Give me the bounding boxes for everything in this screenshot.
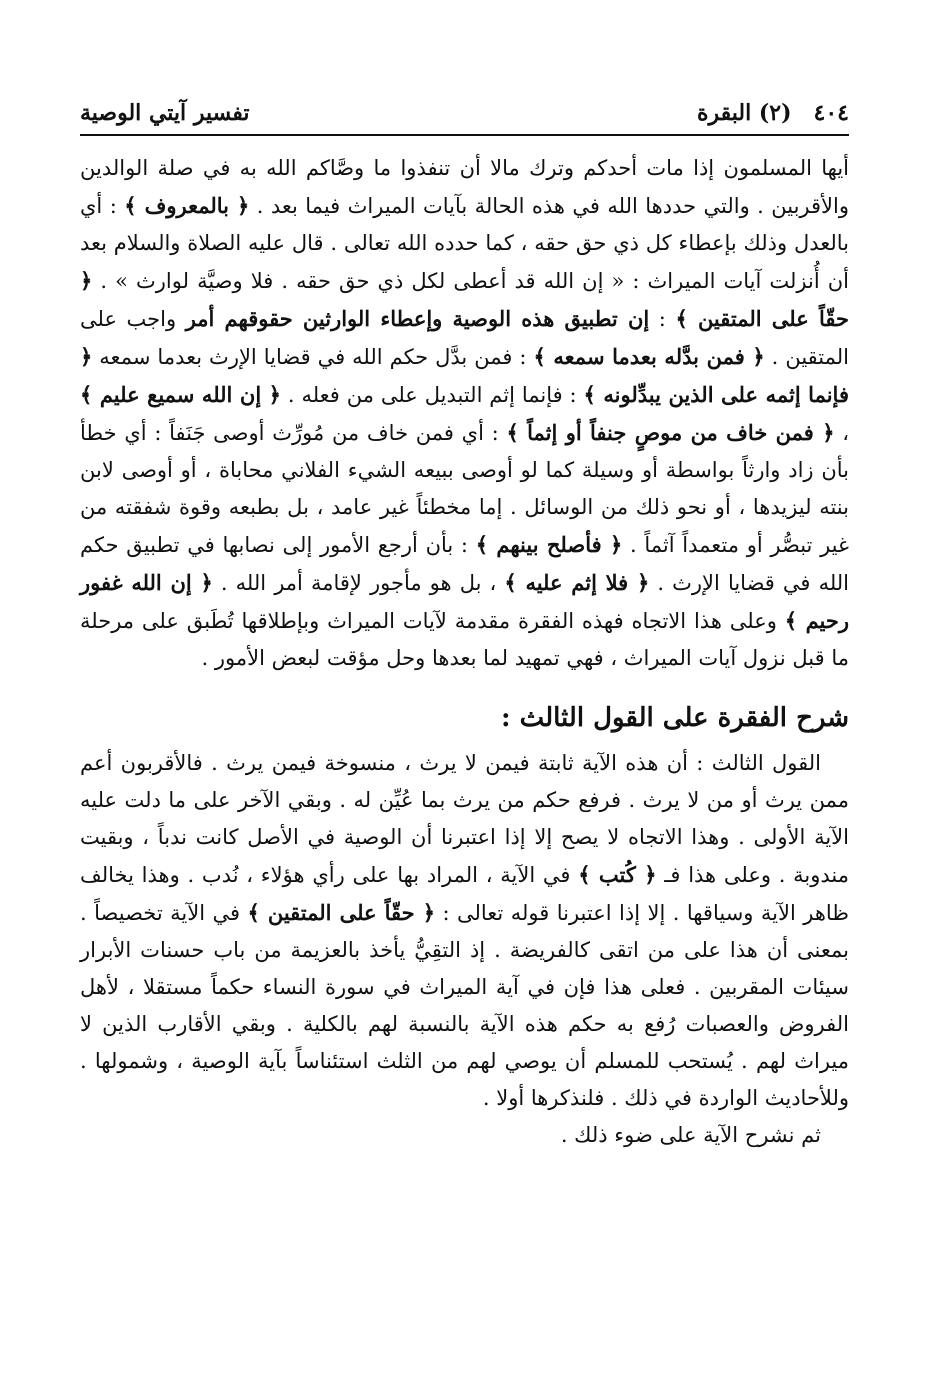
text-run: : أي بالعدل وذلك بإعطاء كل ذي حق حقه ، كما حدده الله تعالى . قال عليه الصلاة والسلام بعد أن أُنزلت آيات الميراث : « إن الله قد أعطى لكل ذي حق حقه . فلا وصيَّة لوارث » .	[80, 194, 849, 293]
text-run: : أي فمن خاف من مُورِّث أوصى جَنَفاً : أي خطأ بأن زاد وارثاً بواسطة أو وسيلة كما لو أوصى ببيعه الشيء الفلاني محاباة ، أو أوصى لابن بنته ليزيدها ، أو نحو ذلك من الوسائل . إما مخطئاً غير عامد ، بل بطبعه وقوة شفقته من غير تبصُّر أو متعمداً آثماً .	[80, 421, 849, 557]
quran-quote: ﴿ كُتب ﴾	[578, 862, 657, 887]
quran-quote: ﴿ حقّاً على المتقين ﴾	[247, 900, 436, 925]
section-heading: شرح الفقرة على القول الثالث :	[501, 703, 849, 733]
quran-quote: ﴿ فلا إثم عليه ﴾	[504, 570, 650, 595]
text-run: في الآية ، المراد بها على رأي هؤلاء ، نُدب . وهذا يخالف ظاهر الآية وسياقها . إلا إذا اعتبرنا قوله تعالى :	[80, 863, 850, 925]
page-number: ٤٠٤	[813, 100, 849, 126]
text-run: : بأن أرجع الأمور إلى نصابها في تطبيق حكم الله في قضايا الإرث .	[80, 533, 850, 595]
text-run: ، بل هو مأجور لإقامة أمر الله .	[212, 571, 505, 595]
paragraph-2	[80, 745, 849, 1117]
quran-quote: ﴿ فمن خاف من موصٍ جنفاً أو إثماً ﴾	[506, 420, 835, 445]
quran-quote: ﴿ إن الله غفور رحيم ﴾	[80, 570, 849, 633]
surah-name: (٢) البقرة	[696, 100, 792, 126]
running-title: تفسير آيتي الوصية	[80, 100, 250, 126]
closing-line: ثم نشرح الآية على ضوء ذلك .	[560, 1123, 821, 1147]
text-run: :	[649, 307, 676, 331]
quran-quote: ﴿ بالمعروف ﴾	[124, 193, 250, 218]
text-run: واجب على المتقين .	[80, 307, 849, 369]
quran-quote: ﴿ فمن بدَّله بعدما سمعه ﴾	[533, 344, 765, 369]
quran-quote: ﴿ حقّاً على المتقين ﴾	[80, 268, 849, 331]
text-run: : فإنما إثم التبديل على من فعله .	[281, 383, 584, 407]
text-run: ،	[834, 421, 849, 445]
text-run: أيها المسلمون إذا مات أحدكم وترك مالا أن تنفذوا ما وصَّاكم الله به في صلة الوالدين والأقربين . والتي حددها الله في هذه الحالة بآيات الميراث فيما بعد .	[80, 156, 849, 218]
text-run: : فمن بدَّل حكم الله في قضايا الإرث بعدما سمعه	[92, 345, 534, 369]
text-run: وعلى هذا الاتجاه فهذه الفقرة مقدمة لآيات الميراث وبإطلاقها تُطَبق على مرحلة ما قبل نزول آيات الميراث ، فهي تمهيد لما بعدها وحل مؤقت لبعض الأمور .	[80, 609, 849, 670]
bold-phrase: إن تطبيق هذه الوصية وإعطاء الوارثين حقوقهم أمر	[185, 306, 650, 331]
text-run: في الآية تخصيصاً . بمعنى أن هذا على من اتقى كالفريضة . إذ التقِيُّ يأخذ بالعزيمة من باب حسنات الأبرار سيئات المقربين . فعلى هذا فإن في آية الميراث في سورة النساء حكماً مستقلا ، لأهل الفروض والعصبات رُفع به حكم هذه الآية بالنسبة لهم بالكلية . وبقي الأقارب الذين لا ميراث لهم . يُستحب للمسلم أن يوصي لهم من الثلث استئناساً بآية الوصية ، وشمولها . وللأحاديث الواردة في ذلك . فلنذكرها أولا .	[80, 901, 849, 1110]
page-header	[80, 92, 849, 126]
header-right	[697, 100, 849, 126]
quran-quote: ﴿ فإنما إثمه على الذين يبدِّلونه ﴾	[80, 344, 849, 407]
text-run: القول الثالث : أن هذه الآية ثابتة فيمن لا يرث ، منسوخة فيمن يرث . فالأقربون أعم ممن يرث أو من لا يرث . فرفع حكم من يرث بما عُيِّن له . وبقي الآخر على ما دلت عليه الآية الأولى . وهذا الاتجاه لا يصح إلا إذا اعتبرنا أن الوصية في الأصل كانت ندباً ، وبقيت مندوبة . وعلى هذا فـ	[80, 751, 850, 887]
quran-quote: ﴿ فأصلح بينهم ﴾	[475, 532, 623, 557]
paragraph-1	[80, 150, 849, 677]
header-rule	[80, 134, 849, 136]
page-body	[80, 150, 849, 1154]
quran-quote: ﴿ إن الله سميع عليم ﴾	[80, 382, 281, 407]
